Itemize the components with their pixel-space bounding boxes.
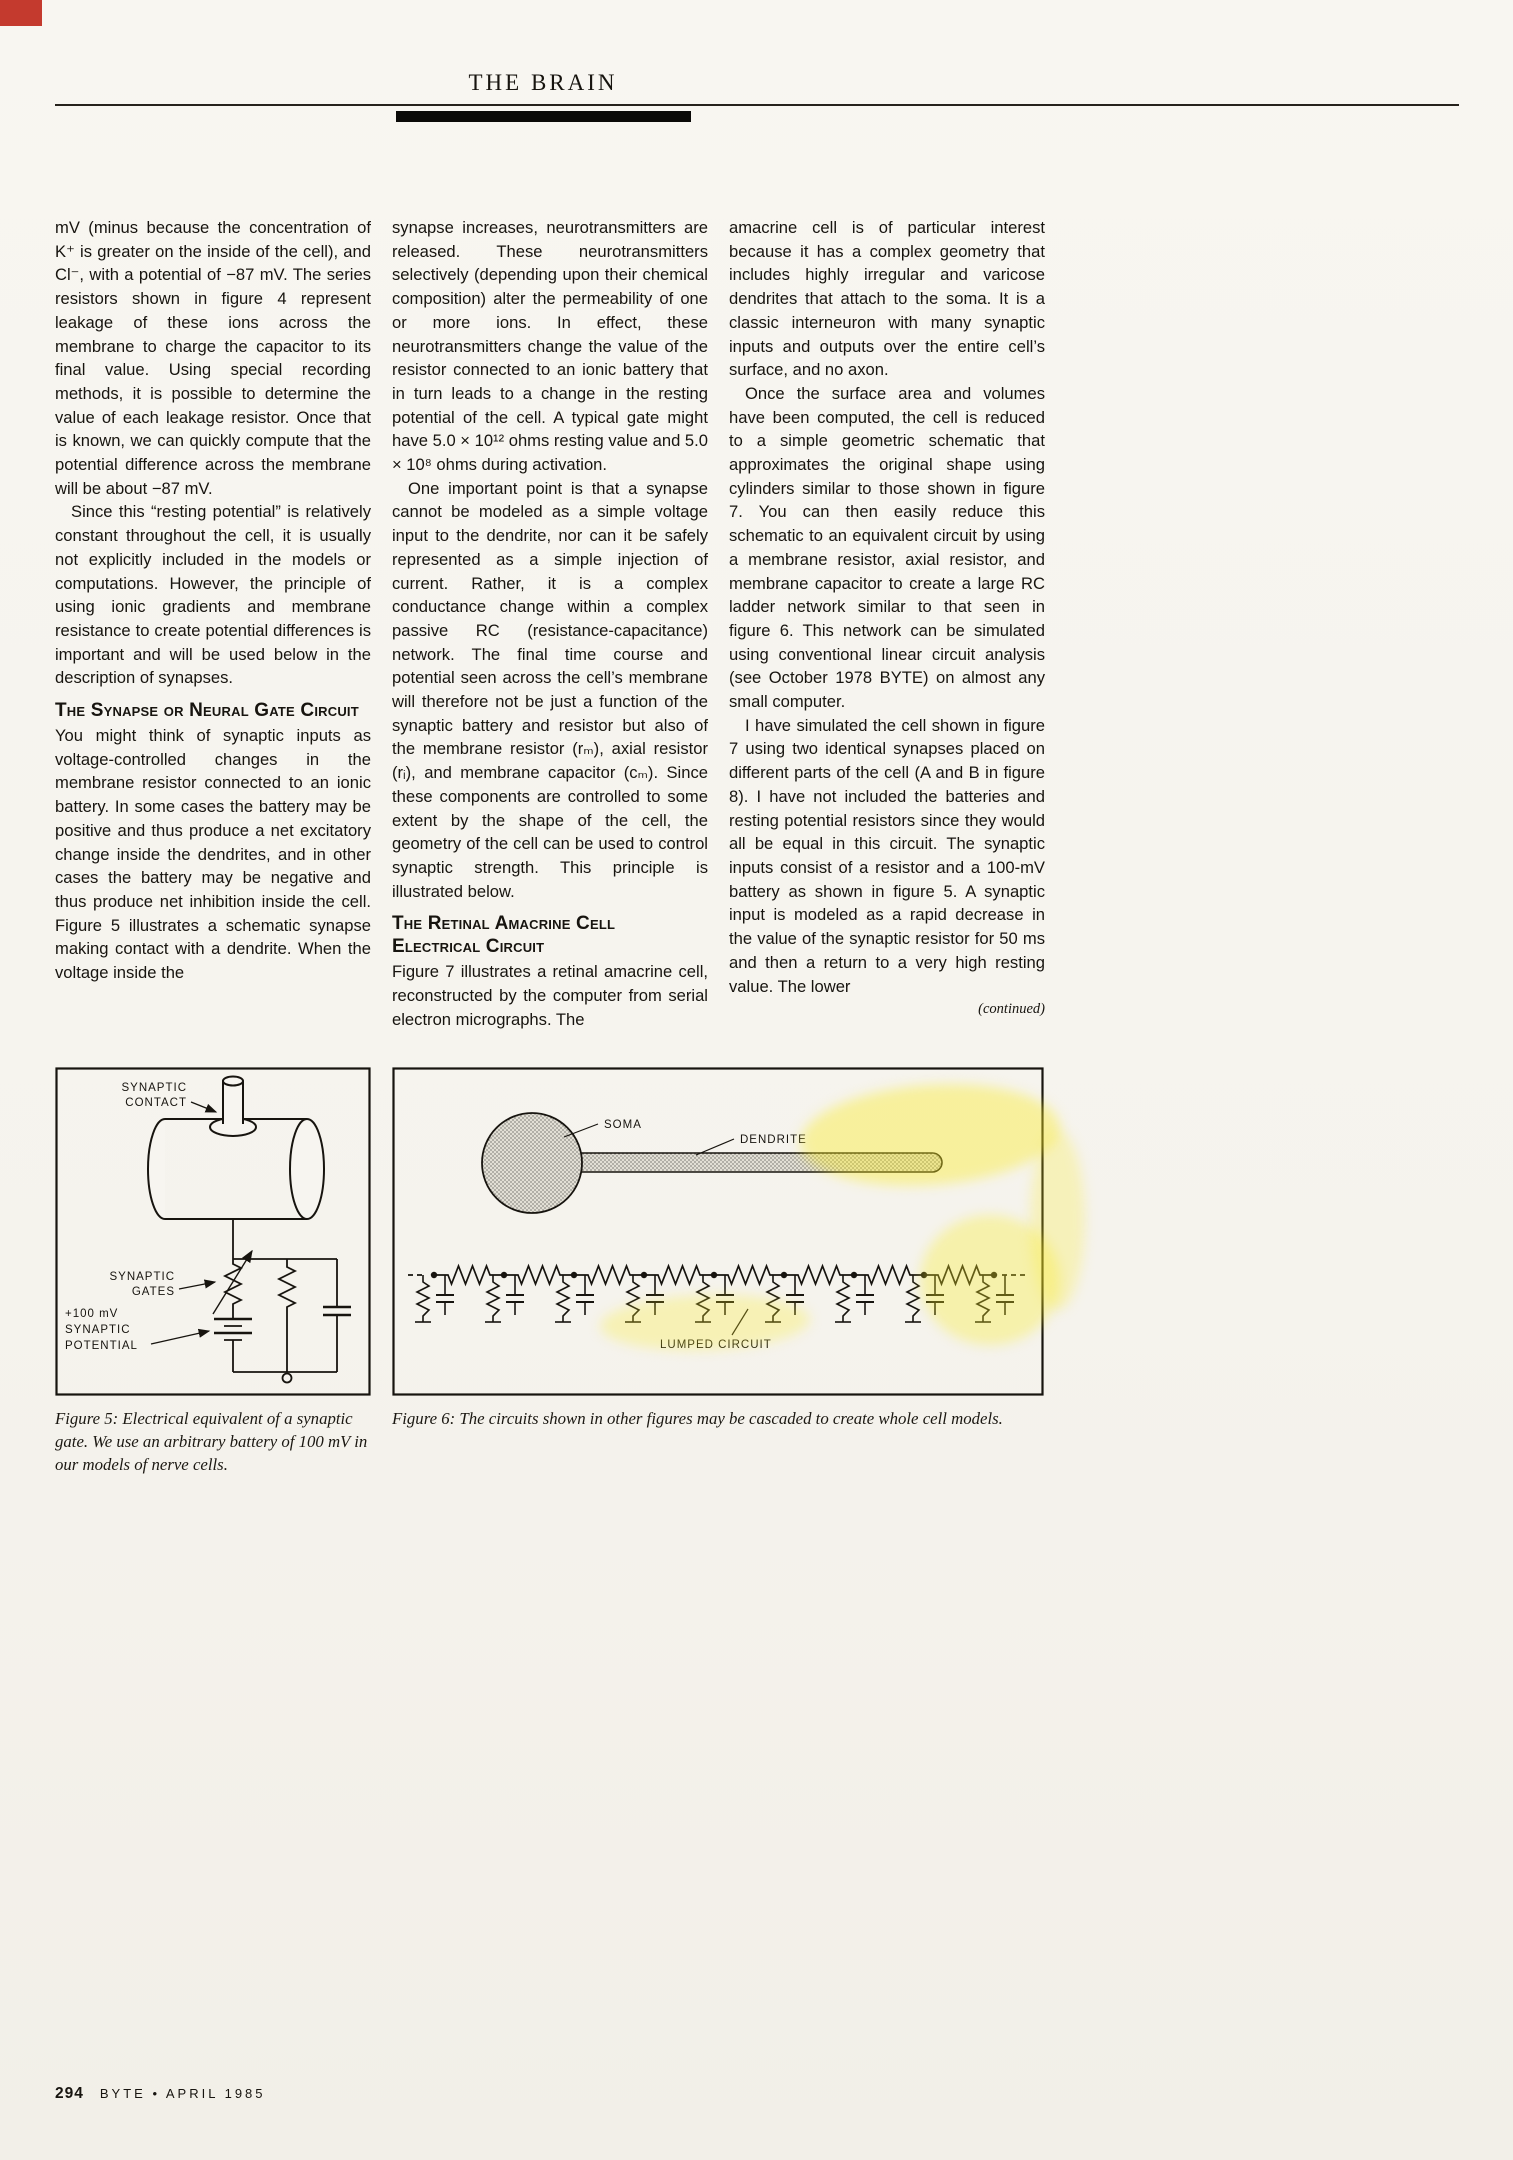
paragraph: mV (minus because the concentration of K⁺ is greater on the inside of the cell), and Cl⁻, with a potential of −87 mV. The series resistors shown in figure 4 represent leakage of these ions across the membrane to charge the capacitor to its final value. Using special recording methods, it is possible to determine the value of each leakage resistor. Once that is known, we can quickly compute that the potential difference across the membrane will be about −87 mV.: [55, 218, 371, 498]
continued-note: (continued): [978, 1001, 1045, 1018]
potential-label-line1: +100 mV: [65, 1308, 119, 1320]
gates-leader-line: [179, 1282, 215, 1289]
paragraph: Figure 7 illustrates a retinal amacrine cell, reconstructed by the computer from serial electron micrographs. The: [392, 962, 708, 1029]
variable-resistor: [225, 1259, 241, 1314]
lumped-leader-line: [732, 1309, 748, 1335]
resistor-symbol: [279, 1259, 295, 1372]
section-heading-amacrine: The Retinal Amacrine Cell Electrical Circuit: [392, 913, 616, 958]
figure-5-diagram: [55, 1067, 371, 1396]
battery-symbol: [214, 1314, 252, 1372]
issue-label: BYTE • APRIL 1985: [99, 2086, 266, 2101]
corner-mark: [0, 0, 42, 26]
text-column-1: [55, 216, 371, 1064]
rc-ladder-network: [415, 1266, 1014, 1322]
gate-circuit: [213, 1219, 351, 1383]
synaptic-contact-label-line2: CONTACT: [125, 1097, 187, 1109]
dendrite-bar: [572, 1153, 942, 1172]
synaptic-contact-shape: [210, 1077, 256, 1137]
potential-label-line3: POTENTIAL: [65, 1340, 138, 1352]
capacitor-symbol: [323, 1259, 351, 1372]
synaptic-contact-label-line1: SYNAPTIC: [121, 1082, 187, 1094]
paragraph: synapse increases, neurotransmitters are released. These neurotransmitters selectively (depending upon their chemical composition) alter the permeability of one or more ions. In effect, these neurotransmitters change the value of the resistor connected to an ionic battery that in turn leads to a change in the resting potential of the cell. A typical gate might have 5.0 × 10¹² ohms resting value and 5.0 × 10⁸ ohms during activation.: [392, 218, 708, 475]
figure-6-diagram: [392, 1067, 1044, 1396]
contact-leader-line: [191, 1102, 216, 1112]
header-bar: [396, 111, 691, 122]
synaptic-gates-label-line1: SYNAPTIC: [109, 1271, 175, 1283]
soma-label: SOMA: [604, 1119, 642, 1131]
dendrite-label: DENDRITE: [740, 1134, 807, 1146]
paragraph: Once the surface area and volumes have been computed, the cell is reduced to a simple geometric schematic that approximates the original shape using cylinders similar to those shown in figure 7. You can then easily reduce this schematic to an equivalent circuit by using a membrane resistor, axial resistor, and membrane capacitor to create a large RC ladder network similar to that seen in figure 6. This network can be simulated using conventional linear circuit analysis (see October 1978 BYTE) on almost any small computer.: [729, 383, 1045, 712]
section-heading-synapse: The Synapse or Neural Gate Circuit: [55, 700, 359, 722]
text-column-3: [729, 216, 1045, 1064]
lumped-circuit-label: LUMPED CIRCUIT: [660, 1339, 772, 1351]
paragraph: Since this “resting potential” is relatively constant throughout the cell, it is usually not explicitly included in the models or computations. However, the principle of using ionic gradients and membrane resistance to create potential differences is important and will be used below in the description of synapses.: [55, 502, 371, 688]
page-number: 294: [55, 2085, 84, 2102]
paragraph: I have simulated the cell shown in figure 7 using two identical synapses placed on different parts of the cell (A and B in figure 8). I have not included the batteries and resting potential resistors since they would all be equal in this circuit. The synaptic inputs consist of a resistor and a 100-mV battery as shown in figure 5. A synaptic input is modeled as a rapid decrease in the value of the synaptic resistor for 50 ms and then a return to a very high resting value. The lower: [729, 715, 1045, 996]
paragraph: You might think of synaptic inputs as voltage-controlled changes in the membrane resistor connected to an ionic battery. In some cases the battery may be positive and thus produce a net excitatory change inside the dendrites, and in other cases the battery may be negative and thus produce net inhibition inside the cell. Figure 5 illustrates a schematic synapse making contact with a dendrite. When the voltage inside the: [55, 726, 371, 983]
synaptic-gates-label-line2: GATES: [131, 1286, 175, 1298]
figure-5-caption: Figure 5: Electrical equivalent of a synaptic gate. We use an arbitrary battery of 100 mV in our models of nerve cells.: [55, 1409, 368, 1474]
paragraph: amacrine cell is of particular interest because it has a complex geometry that includes highly irregular and varicose dendrites that attach to the soma. It is a classic interneuron with many synaptic inputs and outputs over the entire cell’s surface, and no axon.: [729, 218, 1045, 380]
soma-circle: [482, 1113, 582, 1213]
paragraph: One important point is that a synapse cannot be modeled as a simple voltage input to the dendrite, nor can it be safely represented as a simple injection of current. Rather, it is a complex conductance change within a complex passive RC (resistance-capacitance) network. The final time course and potential seen across the cell’s membrane will therefore not be just a function of the synaptic battery and resistor but also of the membrane resistor (rₘ), axial resistor (rᵢ), and membrane capacitor (cₘ). Since these components are controlled to some extent by the shape of the cell, the geometry of the cell can be used to control synaptic strength. This principle is illustrated below.: [392, 478, 708, 901]
header-rule: [55, 104, 1459, 106]
page-footer: [55, 2085, 266, 2103]
potential-leader-line: [151, 1331, 209, 1344]
figure-6-caption: Figure 6: The circuits shown in other figures may be cascaded to create whole cell models.: [392, 1409, 1003, 1428]
text-column-2: [392, 216, 708, 1064]
figure-6: [392, 1067, 1044, 1396]
figure-5: [55, 1067, 371, 1396]
page-title: THE BRAIN: [468, 70, 618, 95]
potential-label-line2: SYNAPTIC: [65, 1324, 131, 1336]
